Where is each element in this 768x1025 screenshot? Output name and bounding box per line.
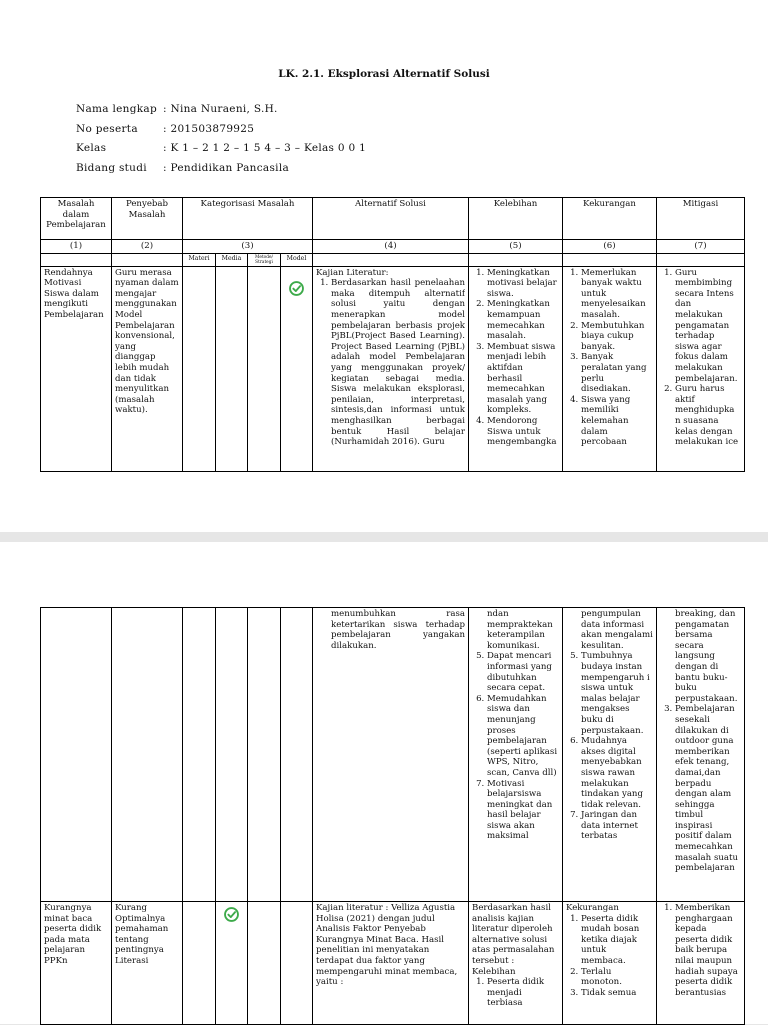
kekurangan-cell [563,902,657,1025]
header-mitigasi: Mitigasi [657,198,745,240]
masalah-cell [41,608,112,902]
mitigasi-item: 1. Memberikan penghargaan kepada peserta didik baik berupa nilai maupun hadiah supaya peserta didik berantusias [675,903,741,998]
identity-label: No peserta [76,122,138,135]
alternatif-cell [313,902,469,1025]
identity-label: Bidang studi [76,161,147,174]
mitigasi-item: 2. Guru harus aktif menghidupka n suasana kelas dengan melakukan ice [675,384,741,448]
header-kategorisasi: Kategorisasi Masalah [183,198,313,240]
identity-value: : Nina Nuraeni, S.H. [163,103,278,115]
masalah-cell [41,266,112,471]
alternatif-item: 1. Berdasarkan hasil penelaahan maka ditempuh alternatif solusi yaitu dengan menerapkan model pembelajaran berbasis projek PjBL(Project Based Learning). Project Based Learning (PjBL) adalah model Pembelajaran yang menggunakan proyek/ kegiatan sebagai media. Siswa melakukan eksplorasi, penilaian, interpretasi, sintesis,dan informasi untuk menghasilkan berbagai bentuk Hasil belajar (Nurhamidah 2016). Guru [331,278,465,448]
materi-cell [183,902,216,1025]
metode-cell [248,608,281,902]
empty-cell [469,253,563,266]
mitigasi-cell [657,266,745,471]
kelebihan-cell [469,266,563,471]
kekurangan-item: 6. Mudahnya akses digital menyebabkan siswa rawan melakukan tindakan yang tidak relevan. [581,736,653,810]
header-masalah: Masalah dalam Pembelajaran [41,198,112,240]
kelebihan-item: 6. Memudahkan siswa dan menunjang proses pembelajaran (seperti aplikasi WPS, Nitro, scan, Canva dll) [487,694,559,779]
penyebab-cell [112,266,183,471]
identity-block [76,103,366,181]
alternatif-cell [313,608,469,902]
penyebab-cell [112,902,183,1025]
mitigasi-cell [657,608,745,902]
materi-cell [183,266,216,471]
model-cell [281,608,313,902]
table-row [41,902,745,1025]
penyebab-text: Kurang Optimalnya pemahaman tentang pentingnya Literasi [115,903,169,966]
subheader-row [41,253,745,266]
alternatif-text: Kajian literatur : Velliza Agustia Holisa (2021) dengan judul Analisis Faktor Penyebab Kurangnya Minat Baca. Hasil penelitian ini menyatakan terdapat dua faktor yang mempengaruhi minat membaca, yaitu : [316,903,458,988]
kekurangan-item: 3. Banyak peralatan yang perlu disediakan. [581,352,653,394]
column-number: (7) [657,240,745,254]
kelebihan-item: 7. Motivasi belajarsiswa meningkat dan hasil belajar siswa akan maksimal [487,779,559,843]
kekurangan-item: 2. Membutuhkan biaya cukup banyak. [581,321,653,353]
column-number: (4) [313,240,469,254]
identity-row-name [76,103,366,123]
identity-value: : Pendidikan Pancasila [163,161,290,174]
checkmark-icon [223,906,240,923]
identity-row-class [76,142,366,162]
kekurangan-cell [563,266,657,471]
masalah-text: Rendahnya Motivasi Siswa dalam mengikuti Pembelajaran [44,267,104,320]
empty-cell [41,253,112,266]
table-row [41,266,745,471]
kelebihan-item: 1. Meningkatkan motivasi belajar siswa. [487,268,559,300]
media-cell [216,608,248,902]
subheader-model: Model [281,253,313,266]
subheader-materi: Materi [183,253,216,266]
column-number: (6) [563,240,657,254]
kekurangan-continued: pengumpulan data informasi akan mengalami kesulitan. [581,609,653,651]
mitigasi-cell [657,902,745,1025]
column-number: (3) [183,240,313,254]
checkmark-icon [288,280,305,297]
page-gap [0,532,768,542]
alternatif-intro: Kajian Literatur: [316,267,389,278]
kelebihan-item: 1. Peserta didik menjadi terbiasa [487,977,559,1009]
identity-row-subject [76,162,366,182]
table-row [41,608,745,902]
kekurangan-item: 1. Peserta didik mudah bosan ketika diajak untuk membaca. [581,914,653,967]
kelebihan-intro: Berdasarkan hasil analisis kajian literatur diperoleh alternative solusi atas permasalahan tersebut : Kelebihan [472,903,555,977]
identity-label: Kelas [76,142,107,154]
kekurangan-item: 7. Jaringan dan data internet terbatas [581,810,653,842]
kekurangan-item: 5. Tumbuhnya budaya instan mempengaruh i siswa untuk malas belajar mengakses buku di perpustakaan. [581,651,653,736]
kekurangan-item: 4. Siswa yang memiliki kelemahan dalam percobaan [581,395,653,448]
media-cell [216,266,248,471]
identity-row-number [76,123,366,143]
exploration-table [40,197,745,472]
identity-label: Nama lengkap [76,103,158,115]
document-page-2 [0,542,768,1024]
subheader-media: Media [216,253,248,266]
mitigasi-continued: breaking, dan pengamatan bersama secara langsung dengan di bantu buku-buku perpustakaan. [675,609,738,704]
empty-cell [657,253,745,266]
column-number: (1) [41,240,112,254]
identity-value: : 201503879925 [163,122,255,135]
page-title: LK. 2.1. Eksplorasi Alternatif Solusi [278,68,490,80]
mitigasi-item: 1. Guru membimbing secara Intens dan melakukan pengamatan terhadap siswa agar fokus dalam melakukan pembelajaran. [675,268,741,385]
kelebihan-cell [469,608,563,902]
materi-cell [183,608,216,902]
kekurangan-item: 2. Terlalu monoton. [581,967,653,988]
empty-cell [563,253,657,266]
column-number: (5) [469,240,563,254]
model-cell [281,266,313,471]
header-penyebab: Penyebab Masalah [112,198,183,240]
masalah-cell [41,902,112,1025]
kelebihan-continued: ndan mempraktekan keterampilan komunikasi. [487,609,553,651]
header-kekurangan: Kekurangan [563,198,657,240]
header-row [41,198,745,240]
mitigasi-item: 3. Pembelajaran sesekali dilakukan di outdoor guna memberikan efek tenang, damai,dan berpadu dengan alam sehingga timbul inspirasi positif dalam memecahkan masalah suatu pembelajaran [675,704,741,874]
model-cell [281,902,313,1025]
masalah-text: Kurangnya minat baca peserta didik pada mata pelajaran PPKn [44,903,102,966]
kekurangan-cell [563,608,657,902]
kekurangan-item: 1. Memerlukan banyak waktu untuk menyelesaikan masalah. [581,268,653,321]
header-alternatif: Alternatif Solusi [313,198,469,240]
empty-cell [112,253,183,266]
media-cell [216,902,248,1025]
number-row [41,240,745,254]
kelebihan-item: 5. Dapat mencari informasi yang dibutuhkan secara cepat. [487,651,559,693]
column-number: (2) [112,240,183,254]
header-kelebihan: Kelebihan [469,198,563,240]
identity-value: : K 1 – 2 1 2 – 1 5 4 – 3 – Kelas 0 0 1 [163,142,367,154]
empty-cell [313,253,469,266]
penyebab-text: Guru merasa nyaman dalam mengajar menggunakan Model Pembelajaran konvensional, yang dianggap lebih mudah dan tidak menyulitkan (masalah waktu). [115,267,179,416]
subheader-metode: Metode/ Strategi [248,253,281,266]
alternatif-continued: menumbuhkan rasa ketertarikan siswa terhadap pembelajaran yangakan dilakukan. [331,609,465,651]
metode-cell [248,902,281,1025]
exploration-table-continued [40,607,745,1025]
kelebihan-item: 3. Membuat siswa menjadi lebih aktifdan berhasil memecahkan masalah yang kompleks. [487,342,559,416]
alternatif-cell [313,266,469,471]
metode-cell [248,266,281,471]
kelebihan-item: 2. Meningkatkan kemampuan memecahkan masalah. [487,299,559,341]
kelebihan-item: 4. Mendorong Siswa untuk mengembangka [487,416,559,448]
kekurangan-intro: Kekurangan [566,903,619,913]
kekurangan-item: 3. Tidak semua [581,988,653,999]
penyebab-cell [112,608,183,902]
kelebihan-cell [469,902,563,1025]
